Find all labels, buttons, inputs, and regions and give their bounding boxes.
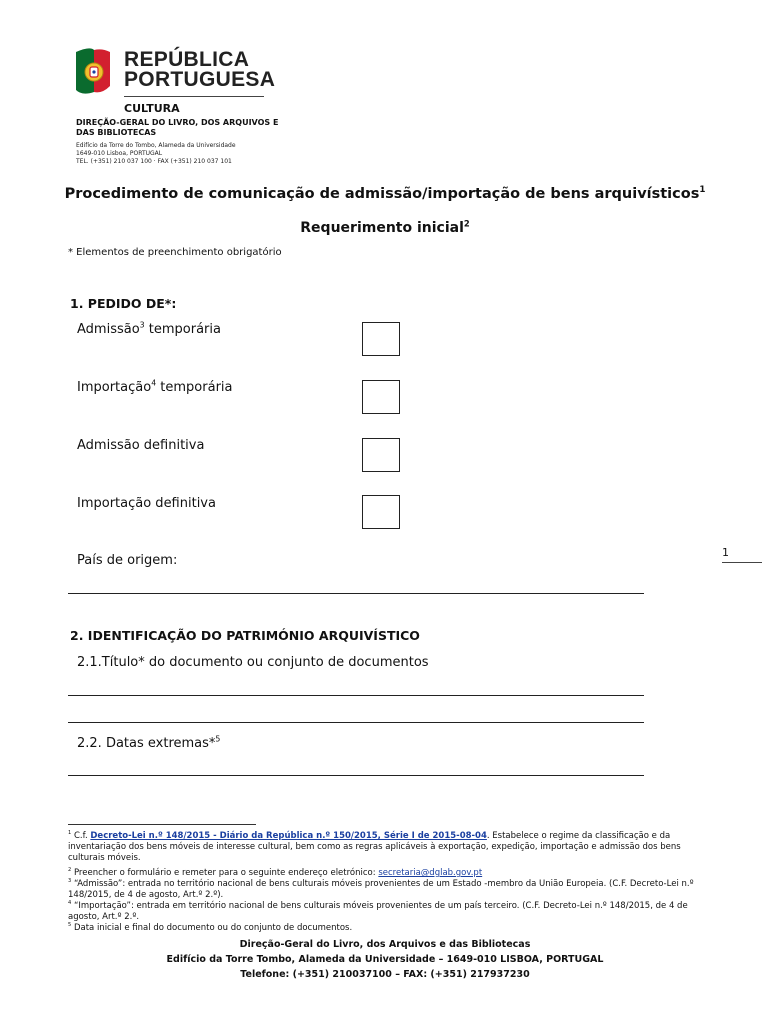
directorate-name [76, 118, 286, 138]
footnote-4-text: “Importação”: entrada em território nacional de bens culturais móveis provenientes de um país terceiro. (C.F. Decreto-Lei n.º 148/2015, de 4 de agosto, Art.º 2.º. [68, 901, 688, 922]
option-admissao-definitiva-checkbox[interactable] [362, 438, 400, 472]
footnote-1-number: 1 [68, 830, 72, 837]
footer-address: Edifício da Torre Tombo, Alameda da Universidade – 1649-010 LISBOA, PORTUGAL [166, 954, 604, 965]
option-importacao-definitiva-checkbox[interactable] [362, 495, 400, 529]
option-importacao-temporaria-checkbox[interactable] [362, 380, 400, 414]
logo-wordmark [124, 50, 275, 90]
origin-country-label: País de origem: [77, 553, 178, 568]
cultura-label: CULTURA [124, 102, 180, 115]
section-1-heading: 1. PEDIDO DE*: [70, 296, 177, 311]
required-fields-note: * Elementos de preenchimento obrigatório [68, 247, 282, 258]
footnote-5 [68, 923, 704, 934]
document-title [0, 186, 770, 202]
page-number-rule [722, 562, 762, 563]
option-admissao-temporaria-checkbox[interactable] [362, 322, 400, 356]
footnote-5-text: Data inicial e final do documento ou do conjunto de documentos. [73, 923, 353, 933]
option-importacao-definitiva-label: Importação definitiva [77, 496, 216, 511]
dates-field[interactable] [68, 775, 644, 776]
footnote-separator [68, 824, 256, 825]
footer-organization: Direção-Geral do Livro, dos Arquivos e das Bibliotecas [239, 939, 531, 950]
header-address [76, 142, 276, 166]
document-subtitle-text: Requerimento inicial [300, 220, 464, 236]
footnote-3-number: 3 [68, 878, 72, 885]
footnote-3 [68, 879, 704, 901]
address-line-2: 1649-010 Lisboa, PORTUGAL [76, 150, 163, 157]
logo-line-1: REPÚBLICA [124, 48, 250, 71]
document-title-field-line-2[interactable] [68, 722, 644, 723]
document-title-field-line-1[interactable] [68, 695, 644, 696]
dates-footnote-ref[interactable]: 5 [215, 734, 221, 744]
option-1-footnote-ref[interactable]: 3 [139, 320, 145, 330]
footnote-2-number: 2 [68, 867, 72, 874]
option-1-text: Admissão [77, 322, 140, 337]
address-line-3: TEL. (+351) 210 037 100 · FAX (+351) 210 037 101 [76, 158, 232, 165]
option-importacao-temporaria-label [77, 380, 233, 395]
option-1-suffix: temporária [144, 322, 221, 337]
section-2-heading: 2. IDENTIFICAÇÃO DO PATRIMÓNIO ARQUIVÍSTICO [70, 628, 420, 643]
dates-field-label [77, 736, 220, 751]
footnote-1-prefix: C.f. [73, 831, 91, 841]
page-number: 1 [722, 546, 729, 559]
footnote-1 [68, 831, 704, 864]
origin-country-field[interactable] [68, 593, 644, 594]
document-title-field-label: 2.1.Título* do documento ou conjunto de documentos [77, 655, 429, 670]
option-admissao-temporaria-label [77, 322, 221, 337]
directorate-line-1: DIREÇÃO-GERAL DO LIVRO, DOS ARQUIVOS E [76, 118, 279, 127]
option-admissao-definitiva-label: Admissão definitiva [77, 438, 205, 453]
footnote-2-text: Preencher o formulário e remeter para o seguinte endereço eletrónico: [73, 868, 379, 878]
republica-portuguesa-logo [72, 46, 114, 98]
subtitle-footnote-ref[interactable]: 2 [463, 218, 470, 229]
footer-contacts: Telefone: (+351) 210037100 – FAX: (+351) 217937230 [240, 969, 530, 980]
title-footnote-ref[interactable]: 1 [699, 185, 706, 196]
footnote-4-number: 4 [68, 900, 72, 907]
directorate-line-2: DAS BIBLIOTECAS [76, 128, 157, 137]
footnote-2 [68, 868, 704, 879]
secretaria-email-link[interactable]: secretaria@dglab.gov.pt [378, 868, 483, 878]
address-line-1: Edifício da Torre do Tombo, Alameda da Universidade [76, 142, 236, 149]
decreto-lei-link[interactable]: Decreto-Lei n.º 148/2015 - Diário da República n.º 150/2015, Série I de 2015-08-04 [90, 831, 487, 841]
footnote-4 [68, 901, 704, 923]
footnote-5-number: 5 [68, 922, 72, 929]
logo-divider [124, 96, 264, 97]
footnote-3-text: “Admissão”: entrada no território nacional de bens culturais móveis provenientes de um Estado -membro da União Europeia. (C.F. Decreto-Lei n.º 148/2015, de 4 de agosto, Art.º 2.º). [68, 879, 694, 900]
option-2-text: Importação [77, 380, 152, 395]
dates-field-text: 2.2. Datas extremas* [77, 736, 216, 751]
logo-line-2: PORTUGUESA [124, 68, 276, 91]
option-2-footnote-ref[interactable]: 4 [151, 378, 157, 388]
footnote-1-text: . Estabelece o regime da classificação e da inventariação dos bens móveis de interesse cultural, bem como as regras aplicáveis à exportação, expedição, importação e admissão dos bens culturais móveis. [68, 831, 681, 863]
document-subtitle [0, 220, 770, 236]
document-title-text: Procedimento de comunicação de admissão/importação de bens arquivísticos [64, 186, 700, 202]
option-2-suffix: temporária [156, 380, 233, 395]
